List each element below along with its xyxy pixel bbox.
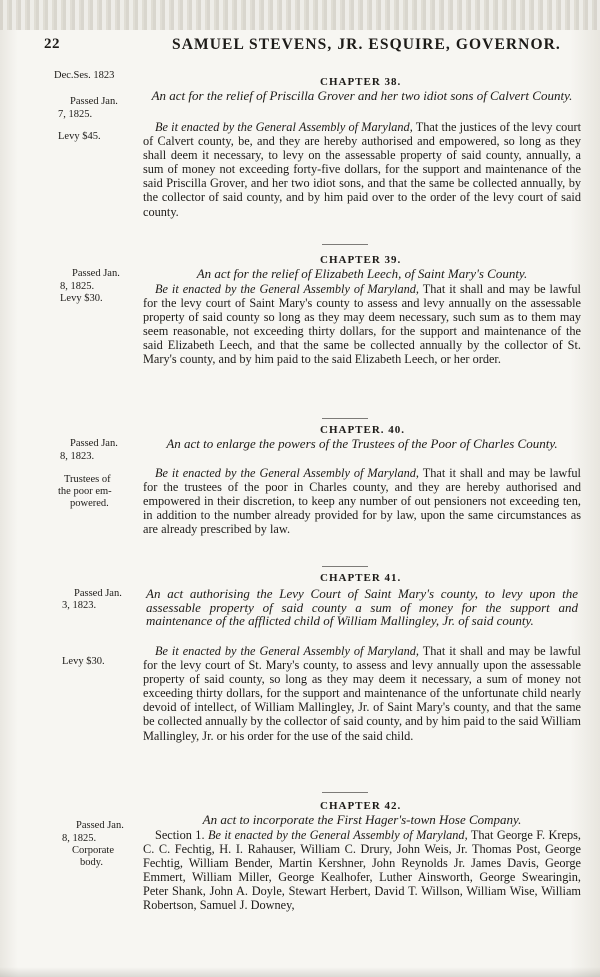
margin-note-passed: Passed Jan.	[70, 438, 118, 449]
margin-note-levy: Levy $45.	[58, 131, 101, 142]
margin-note-date: 8, 1825.	[60, 281, 95, 292]
chapter-41-title: An act authorising the Levy Court of Saint Mary's county, to levy upon the assessable property of said county a sum of money for the support and maintenance of the afflicted child of William Mallingley, Jr. of said county.	[146, 586, 578, 629]
chapter-42-heading: CHAPTER 42.	[320, 800, 402, 812]
chapter-38-title: An act for the relief of Priscilla Grover and her two idiot sons of Calvert County.	[151, 88, 573, 103]
chapter-40-body	[143, 466, 581, 536]
chapter-divider	[322, 418, 368, 419]
chapter-41-enacting-clause: Be it enacted by the General Assembly of Maryland,	[155, 644, 419, 658]
chapter-42-title: An act to incorporate the First Hager's-town Hose Company.	[202, 812, 522, 827]
chapter-42-body	[143, 828, 581, 913]
margin-note-date: 8, 1823.	[60, 451, 95, 462]
chapter-40-heading: CHAPTER. 40.	[320, 424, 406, 436]
margin-note-subject: Trustees of	[64, 474, 111, 485]
chapter-40-enacting-clause: Be it enacted by the General Assembly of Maryland,	[155, 466, 419, 480]
chapter-divider	[322, 244, 368, 245]
chapter-42-text: That George F. Kreps, C. C. Fechtig, H. I. Rahauser, William C. Drury, John Weis, Jr. Thomas Post, George Fechtig, William Bender, Martin Kershner, John Reynolds Jr. James Davis, George Emmert, William Miller, George Kealhofer, Luther Ainsworth, George Swearingin, Peter Shank, John A. Doyle, Stewart Herbert, David T. Willson, William Wise, William Robertson, Samuel J. Downey,	[143, 828, 581, 913]
chapter-40-text: That it shall and may be lawful for the trustees of the poor in Charles county, and they are hereby authorised and empowered in their discretion, to keep any number of out pensioners not exceeding ten, in addition to the number already provided for by law, upon the same circumstances as are already prescribed by law.	[143, 466, 581, 537]
margin-note-levy: Levy $30.	[60, 293, 103, 304]
margin-note-subject: the poor em-	[58, 486, 112, 497]
chapter-divider	[322, 792, 368, 793]
running-head: SAMUEL STEVENS, JR. ESQUIRE, GOVERNOR.	[172, 36, 561, 53]
chapter-39-text: That it shall and may be lawful for the levy court of Saint Mary's county to assess and levy annually on the assessable property of said county so long as they may deem necessary, such sum as to them may seem reasonable, not exceeding thirty dollars, for the support and maintenance of the said Elizabeth Leech, and that the same be collected annually by the collector of St. Mary's county, and by him paid to the said Elizabeth Leech, or her order.	[143, 282, 581, 367]
chapter-38-heading: CHAPTER 38.	[320, 76, 402, 88]
page-top-edge	[0, 0, 600, 30]
margin-note-subject: body.	[80, 857, 103, 868]
margin-note-passed: Passed Jan.	[70, 96, 118, 107]
page-bottom-edge	[0, 967, 600, 977]
chapter-41-text: That it shall and may be lawful for the levy court of St. Mary's county, to assess and levy annually upon the assessable property of said county, so long as they may deem it necessary, a sum of money not exceeding thirty dollars, for the support and maintenance of the unfortunate child nearly devoid of intellect, of William Mallingley, Jr. of Saint Mary's county, and that the same be collected annually by the collector of said county, and by him paid to the said William Mallingley, Jr. or his order for the use of the said child.	[143, 644, 581, 743]
page-header	[44, 36, 576, 58]
margin-note-passed: Passed Jan.	[72, 268, 120, 279]
margin-note-passed: Passed Jan.	[76, 820, 124, 831]
chapter-divider	[322, 566, 368, 567]
chapter-38-body	[143, 120, 581, 219]
chapter-38-enacting-clause: Be it enacted by the General Assembly of Maryland,	[155, 120, 413, 134]
chapter-39-body	[143, 282, 581, 367]
chapter-40-title: An act to enlarge the powers of the Trustees of the Poor of Charles County.	[166, 436, 558, 451]
margin-note-date: 7, 1825.	[58, 109, 93, 120]
chapter-39-title: An act for the relief of Elizabeth Leech, of Saint Mary's County.	[196, 266, 528, 281]
chapter-39-heading: CHAPTER 39.	[320, 254, 402, 266]
chapter-41-heading: CHAPTER 41.	[320, 572, 402, 584]
chapter-42-section-number: Section 1.	[155, 828, 205, 842]
chapter-38-text: That the justices of the levy court of Calvert county, be, and they are hereby authorised and empowered, so long as they shall deem it necessary, to levy on the assessable property of said county, annually, a sum of money not exceeding forty-five dollars, for the support and maintenance of the said Priscilla Grover, and her two idiot sons, and that the same be collected annually, by the collector of said county, and by him paid over to the order of the levy court of said county.	[143, 120, 581, 219]
chapter-41-body	[143, 644, 581, 743]
margin-note-subject: powered.	[70, 498, 109, 509]
margin-note-date: 3, 1823.	[62, 600, 97, 611]
margin-note-date: 8, 1825.	[62, 833, 97, 844]
chapter-39-enacting-clause: Be it enacted by the General Assembly of Maryland,	[155, 282, 419, 296]
margin-note-passed: Passed Jan.	[74, 588, 122, 599]
page-number: 22	[44, 36, 60, 52]
margin-note-subject: Corporate	[72, 845, 114, 856]
margin-note-session: Dec.Ses. 1823	[54, 70, 115, 81]
margin-note-levy: Levy $30.	[62, 656, 105, 667]
chapter-42-enacting-clause: Be it enacted by the General Assembly of Maryland,	[207, 828, 468, 842]
